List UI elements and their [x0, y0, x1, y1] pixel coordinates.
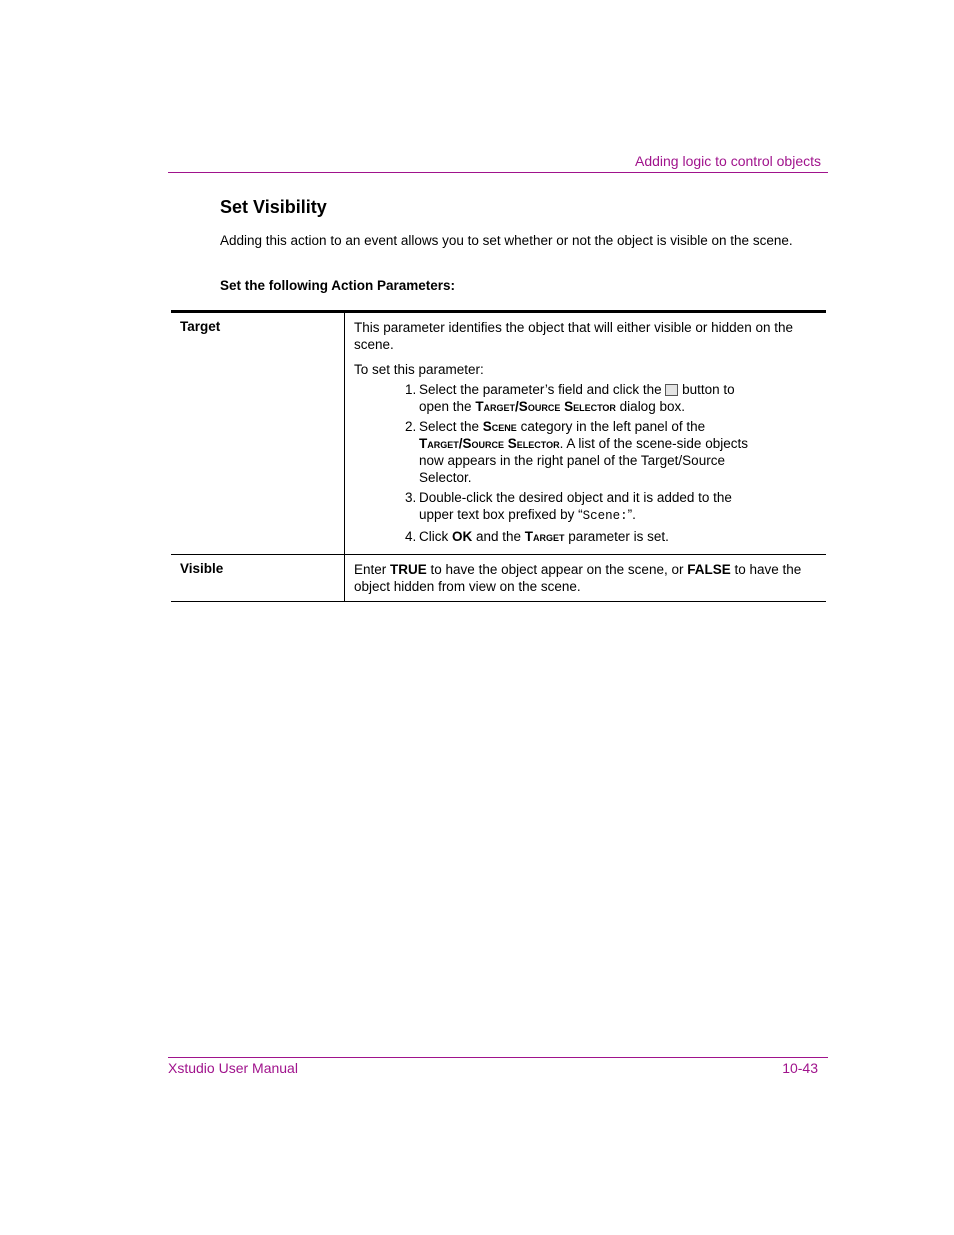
- list-item: [354, 381, 820, 415]
- page-number: 10-43: [782, 1060, 818, 1076]
- table-row-target: [171, 313, 826, 555]
- intro-paragraph: Adding this action to an event allows you to set whether or not the object is visible on the scene.: [220, 233, 793, 248]
- target-description: This parameter identifies the object that will either visible or hidden on the scene.: [354, 320, 793, 352]
- parameter-table: [171, 310, 826, 602]
- params-heading: Set the following Action Parameters:: [220, 278, 456, 293]
- step-number: 3.: [405, 490, 417, 505]
- header-rule: [168, 172, 828, 173]
- list-item: [354, 528, 820, 545]
- list-item: [354, 418, 820, 486]
- step-number: 4.: [405, 529, 417, 544]
- step-number: 1.: [405, 382, 417, 397]
- visible-description: Enter TRUE to have the object appear on the scene, or FALSE to have the object hidden from view on the scene.: [354, 562, 802, 594]
- step-text: Select the parameter’s field and click the button to open the Target/Source Selector dialog box.: [419, 382, 735, 414]
- footer-manual-title: Xstudio User Manual: [168, 1060, 298, 1076]
- footer-rule: [168, 1057, 828, 1058]
- param-desc-target: [345, 313, 826, 554]
- running-header: Adding logic to control objects: [635, 153, 821, 169]
- target-steps: [354, 381, 820, 545]
- step-number: 2.: [405, 419, 417, 434]
- param-name-visible: Visible: [171, 555, 345, 601]
- step-text: Click OK and the Target parameter is set.: [419, 529, 669, 544]
- target-how-to: To set this parameter:: [354, 362, 484, 377]
- table-row-visible: [171, 555, 826, 602]
- param-name-target: Target: [171, 313, 345, 554]
- step-text: Select the Scene category in the left panel of the Target/Source Selector. A list of the scene-side objects now appears in the right panel of the Target/Source Selector.: [419, 419, 748, 485]
- ellipsis-button-icon: [665, 384, 678, 396]
- code-scene: Scene:: [582, 509, 628, 523]
- list-item: [354, 489, 820, 525]
- section-title: Set Visibility: [220, 197, 327, 217]
- param-desc-visible: [345, 555, 826, 601]
- step-text: Double-click the desired object and it is added to the upper text box prefixed by “Scene:”.: [419, 490, 732, 523]
